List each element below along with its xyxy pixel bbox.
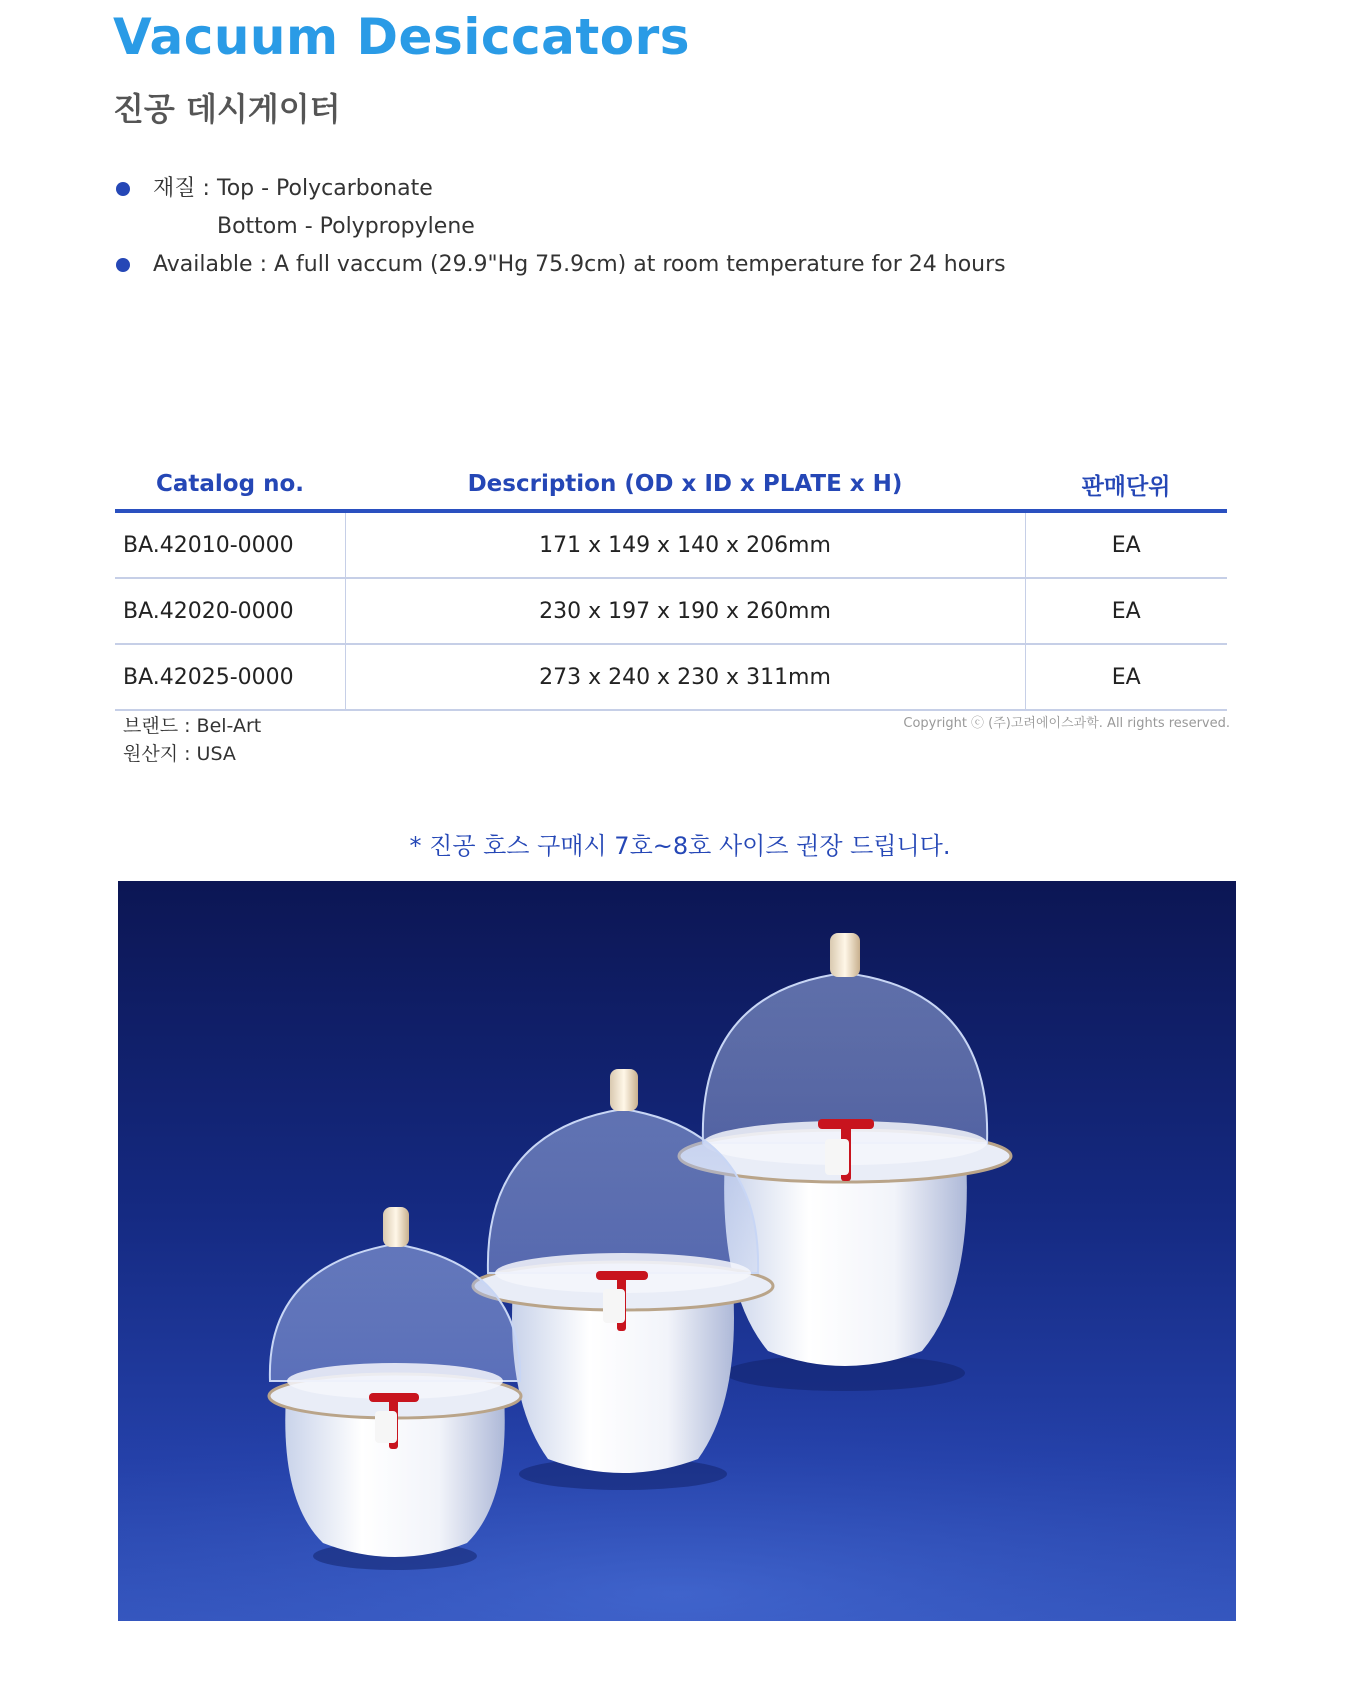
header-unit: 판매단위: [1025, 459, 1227, 511]
spec-available: [116, 246, 1006, 284]
description-cell: 230 x 197 x 190 x 260mm: [345, 578, 1025, 644]
spec-material-bottom: Bottom - Polypropylene: [217, 214, 475, 239]
table-header-row: [115, 459, 1227, 511]
brand-text: 브랜드 : Bel-Art: [123, 715, 262, 737]
spec-material-top: Top - Polycarbonate: [217, 176, 433, 201]
catalog-no-cell: BA.42020-0000: [115, 578, 345, 644]
unit-cell: EA: [1025, 511, 1227, 578]
table-row: [115, 644, 1227, 710]
catalog-table: [115, 459, 1227, 711]
unit-cell: EA: [1025, 644, 1227, 710]
header-description: Description (OD x ID x PLATE x H): [345, 459, 1025, 511]
description-cell: 171 x 149 x 140 x 206mm: [345, 511, 1025, 578]
spec-available-text: Available : A full vaccum (29.9"Hg 75.9cm) at room temperature for 24 hours: [153, 252, 1006, 277]
desiccators-illustration: [118, 881, 1236, 1621]
description-cell: 273 x 240 x 230 x 311mm: [345, 644, 1025, 710]
catalog-no-cell: BA.42010-0000: [115, 511, 345, 578]
table-row: [115, 578, 1227, 644]
bullet-icon: [116, 258, 130, 272]
copyright-text: Copyright ⓒ (주)고려에이스과학. All rights reserved.: [903, 716, 1230, 731]
brand-info: [123, 712, 261, 768]
spec-material-label: 재질 :: [153, 176, 210, 201]
catalog-no-cell: BA.42025-0000: [115, 644, 345, 710]
table-row: [115, 511, 1227, 578]
spec-list: [116, 170, 1006, 284]
product-photo: [118, 881, 1236, 1621]
bullet-icon: [116, 182, 130, 196]
origin-text: 원산지 : USA: [123, 743, 236, 765]
page-title: Vacuum Desiccators: [113, 8, 691, 66]
page-subtitle: 진공 데시게이터: [113, 90, 341, 128]
hose-size-note: * 진공 호스 구매시 7호~8호 사이즈 권장 드립니다.: [409, 832, 951, 860]
unit-cell: EA: [1025, 578, 1227, 644]
header-catalog-no: Catalog no.: [115, 459, 345, 511]
desiccator-small: [269, 1207, 521, 1570]
spec-material: [116, 170, 1006, 208]
